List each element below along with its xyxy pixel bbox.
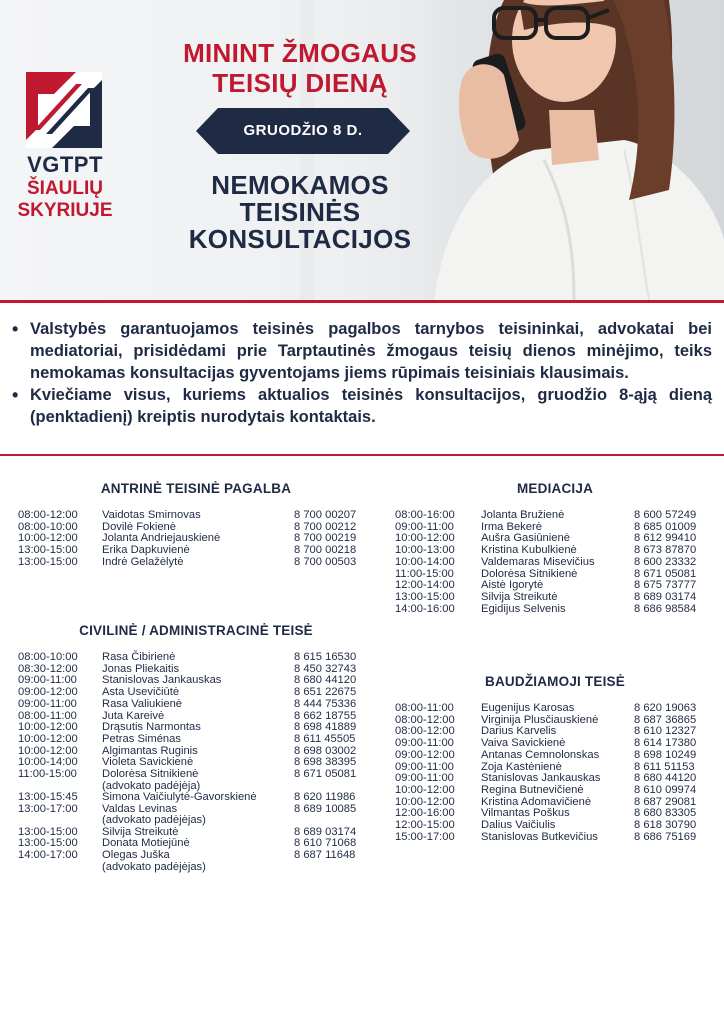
phone-number[interactable]: 8 450 32743	[294, 662, 357, 675]
contact-name: Donata Motiejūnė	[102, 837, 190, 850]
time-slot: 13:00-17:00	[18, 802, 78, 815]
headline-line: MININT ŽMOGAUS	[183, 38, 417, 68]
phone-number[interactable]: 8 614 17380	[634, 737, 697, 750]
contact-list	[395, 703, 715, 843]
time-slot: 08:00-11:00	[395, 702, 454, 714]
phone-number[interactable]: 8 680 83305	[634, 807, 697, 820]
time-slot: 10:00-12:00	[395, 795, 455, 808]
headline	[150, 38, 450, 98]
contact-name: Silvija Streikutė	[481, 590, 558, 603]
contact-row	[18, 769, 374, 781]
subtitle-line: KONSULTACIJOS	[188, 224, 412, 254]
contact-row	[395, 592, 715, 604]
contact-name: Rasa Valiukienė	[102, 697, 183, 710]
subtitle	[150, 172, 450, 253]
contact-name: Egidijus Selvenis	[481, 602, 566, 615]
vgtpt-logo-icon	[26, 72, 102, 148]
contact-name: Silvija Streikutė	[102, 825, 179, 838]
contact-name: Violeta Savickienė	[102, 756, 194, 769]
event-date: GRUODŽIO 8 D.	[243, 122, 363, 139]
phone-number[interactable]: 8 444 75336	[294, 697, 357, 710]
contact-row	[395, 820, 715, 832]
contact-name: Dolorėsa Sitnikienė	[481, 567, 578, 580]
time-slot: 09:00-11:00	[395, 772, 454, 785]
phone-number[interactable]: 8 685 01009	[634, 520, 697, 533]
contact-name: Simona Vaičiulytė-Gavorskienė	[102, 791, 257, 804]
phone-number[interactable]: 8 610 71068	[294, 837, 357, 850]
phone-number[interactable]: 8 698 10249	[634, 748, 697, 761]
contact-name: Valdas Levinas	[102, 802, 178, 815]
phone-number[interactable]: 8 698 38395	[294, 756, 357, 769]
time-slot: 09:00-11:00	[18, 697, 77, 710]
phone-number[interactable]: 8 620 19063	[634, 702, 697, 714]
phone-number[interactable]: 8 689 10085	[294, 802, 357, 815]
time-slot: 13:00-15:00	[18, 837, 78, 850]
time-slot: 10:00-12:00	[18, 744, 78, 757]
contact-row	[18, 699, 374, 711]
contact-name: Jolanta Andriejauskienė	[102, 532, 221, 545]
contact-name: Juta Kareivė	[102, 709, 165, 722]
time-slot: 09:00-11:00	[395, 520, 454, 533]
contact-row	[18, 557, 374, 569]
contact-name: Irma Bekerė	[481, 520, 542, 533]
contact-note	[18, 862, 374, 873]
section-title: MEDIACIJA	[516, 481, 594, 496]
time-slot: 08:00-16:00	[395, 509, 455, 521]
contact-name: Kristina Adomavičienė	[481, 795, 592, 808]
contact-list	[18, 652, 374, 873]
branch-name	[6, 178, 124, 222]
phone-number[interactable]: 8 700 00207	[294, 509, 357, 521]
phone-number[interactable]: 8 651 22675	[294, 686, 357, 699]
contact-name: Stanislovas Jankauskas	[102, 674, 222, 687]
contact-list	[18, 510, 374, 569]
phone-number[interactable]: 8 620 11986	[294, 791, 356, 804]
section-title: CIVILINĖ / ADMINISTRACINĖ TEISĖ	[79, 623, 313, 638]
contact-row	[395, 703, 715, 715]
contact-name: Asta Usevičiūtė	[102, 686, 180, 699]
contact-row	[18, 734, 374, 746]
phone-number[interactable]: 8 671 05081	[634, 567, 697, 580]
phone-number[interactable]: 8 698 03002	[294, 744, 357, 757]
contact-name: (advokato padėjėja)	[102, 779, 201, 792]
subtitle-line: TEISINĖS	[239, 197, 361, 227]
contact-name: Regina Butnevičienė	[481, 783, 584, 796]
contact-row	[18, 510, 374, 522]
phone-number[interactable]: 8 611 51153	[634, 760, 695, 773]
phone-number[interactable]: 8 662 18755	[294, 709, 357, 722]
phone-number	[294, 862, 374, 873]
contact-list	[395, 510, 715, 615]
time-slot: 08:00-12:00	[395, 725, 455, 738]
time-slot: 09:00-11:00	[18, 674, 77, 687]
phone-number[interactable]: 8 687 11648	[294, 849, 356, 862]
contact-name: Eugenijus Karosas	[481, 702, 575, 714]
phone-number[interactable]: 8 618 30790	[634, 819, 697, 832]
contact-name: Vilmantas Poškus	[481, 807, 570, 820]
section-mediacija	[395, 481, 715, 615]
contact-name: Vaiva Savickienė	[481, 737, 566, 750]
contact-name: (advokato padėjėjas)	[102, 814, 206, 827]
phone-number[interactable]: 8 610 09974	[634, 783, 697, 796]
time-slot: 13:00-15:00	[18, 544, 78, 557]
time-slot: 08:00-11:00	[18, 709, 77, 722]
contact-name: Dovilė Fokienė	[102, 520, 176, 533]
phone-number[interactable]: 8 700 00218	[294, 544, 357, 557]
contact-row	[395, 604, 715, 616]
contact-name: Vaidotas Smirnovas	[102, 509, 201, 521]
phone-number[interactable]: 8 687 36865	[634, 713, 697, 726]
time-slot: 09:00-11:00	[395, 760, 454, 773]
header-banner	[0, 0, 724, 300]
phone-number[interactable]: 8 671 05081	[294, 768, 357, 781]
contact-row	[395, 557, 715, 569]
phone-number[interactable]: 8 673 87870	[634, 544, 697, 557]
contact-name: Antanas Cemnolonskas	[481, 748, 600, 761]
contact-name: (advokato padėjėjas)	[102, 860, 206, 873]
time-slot: 10:00-12:00	[395, 783, 455, 796]
time-slot: 14:00-16:00	[395, 602, 455, 615]
time-slot	[18, 862, 102, 873]
phone-number[interactable]: 8 615 16530	[294, 651, 357, 663]
intro-item: • Kviečiame visus, kuriems aktualios teisinės konsultacijos, gruodžio 8-ąją dieną (penktadienį) kreiptis nurodytais kontaktais.	[10, 384, 712, 428]
phone-number[interactable]: 8 611 45505	[294, 732, 356, 745]
time-slot: 10:00-12:00	[18, 532, 78, 545]
contact-name: Stanislovas Butkevičius	[481, 830, 598, 843]
phone-number[interactable]: 8 689 03174	[294, 825, 357, 838]
headline-line: TEISIŲ DIENĄ	[212, 68, 388, 98]
contact-name: Algimantas Ruginis	[102, 744, 198, 757]
woman-on-phone-photo	[424, 0, 724, 300]
phone-number[interactable]: 8 680 44120	[634, 772, 697, 785]
section-antrine	[18, 481, 374, 569]
time-slot: 08:00-12:00	[18, 509, 78, 521]
contact-name: Stanislovas Jankauskas	[481, 772, 601, 785]
phone-number[interactable]: 8 698 41889	[294, 721, 357, 734]
logo-text: VGTPT	[27, 152, 103, 177]
time-slot: 11:00-15:00	[395, 567, 454, 580]
time-slot: 09:00-12:00	[395, 748, 455, 761]
time-slot: 10:00-12:00	[18, 721, 78, 734]
contact-name: Indrė Gelažėlytė	[102, 555, 184, 568]
time-slot: 13:00-15:00	[18, 825, 78, 838]
time-slot: 08:30-12:00	[18, 662, 78, 675]
time-slot: 12:00-14:00	[395, 579, 455, 592]
phone-number[interactable]: 8 686 75169	[634, 830, 697, 843]
contact-row	[18, 652, 374, 664]
time-slot: 13:00-15:00	[395, 590, 455, 603]
section-title: ANTRINĖ TEISINĖ PAGALBA	[100, 481, 292, 496]
section-baudziamoji	[395, 674, 715, 843]
contact-name: Drąsutis Narmontas	[102, 721, 201, 734]
section-civiline	[18, 623, 374, 873]
phone-number[interactable]: 8 612 99410	[634, 532, 697, 545]
phone-number[interactable]: 8 686 98584	[634, 602, 697, 615]
phone-number[interactable]: 8 700 00503	[294, 555, 357, 568]
contact-name: Jonas Pliekaitis	[102, 662, 180, 675]
contact-name: Petras Siménas	[102, 732, 181, 745]
intro-list	[10, 318, 712, 428]
phone-number[interactable]: 8 689 03174	[634, 590, 697, 603]
time-slot: 08:00-10:00	[18, 651, 78, 663]
phone-number[interactable]: 8 680 44120	[294, 674, 357, 687]
time-slot: 15:00-17:00	[395, 830, 455, 843]
contact-name: Erika Dapkuvienė	[102, 544, 190, 557]
contact-name: Dolorėsa Sitnikienė	[102, 768, 199, 781]
contact-name: Aistė Igorytė	[481, 579, 544, 592]
contact-row	[18, 792, 374, 804]
time-slot: 08:00-10:00	[18, 520, 78, 533]
time-slot: 09:00-12:00	[18, 686, 78, 699]
section-title: BAUDŽIAMOJI TEISĖ	[485, 674, 625, 689]
phone-number[interactable]: 8 687 29081	[634, 795, 697, 808]
phone-number[interactable]: 8 600 23332	[634, 555, 697, 568]
time-slot: 11:00-15:00	[18, 768, 77, 781]
contact-row	[395, 785, 715, 797]
contact-name: Zoja Kastėnienė	[481, 760, 562, 773]
contact-row	[395, 750, 715, 762]
contact-row	[395, 510, 715, 522]
time-slot: 08:00-12:00	[395, 713, 455, 726]
time-slot: 10:00-12:00	[18, 732, 78, 745]
divider-line	[0, 454, 724, 456]
contact-name: Jolanta Bružienė	[481, 509, 565, 521]
branch-line: ŠIAULIŲ	[27, 178, 103, 199]
time-slot: 12:00-15:00	[395, 819, 455, 832]
contact-name: Virginija Plusčiauskienė	[481, 713, 599, 726]
time-slot: 10:00-14:00	[395, 555, 455, 568]
contact-name: Aušra Gasiūnienė	[481, 532, 570, 545]
time-slot: 13:00-15:00	[18, 555, 78, 568]
contact-name: Dalius Vaičiulis	[481, 819, 556, 832]
phone-number[interactable]: 8 700 00219	[294, 532, 357, 545]
phone-number[interactable]: 8 675 73777	[634, 579, 697, 592]
time-slot: 10:00-12:00	[395, 532, 455, 545]
phone-number[interactable]: 8 600 57249	[634, 509, 697, 521]
time-slot: 14:00-17:00	[18, 849, 78, 862]
branch-line: SKYRIUJE	[17, 200, 113, 221]
time-slot: 13:00-15:45	[18, 791, 78, 804]
contact-name: Rasa Čibirienė	[102, 651, 176, 663]
divider-line	[0, 300, 724, 303]
time-slot: 12:00-16:00	[395, 807, 455, 820]
time-slot: 10:00-14:00	[18, 756, 78, 769]
phone-number[interactable]: 8 610 12327	[634, 725, 697, 738]
phone-number[interactable]: 8 700 00212	[294, 520, 357, 533]
subtitle-line: NEMOKAMOS	[211, 170, 389, 200]
contact-name: Kristina Kubulkienė	[481, 544, 577, 557]
time-slot: 09:00-11:00	[395, 737, 454, 750]
time-slot: 10:00-13:00	[395, 544, 455, 557]
contact-row	[395, 832, 715, 844]
intro-item: • Valstybės garantuojamos teisinės pagalbos tarnybos teisininkai, advokatai bei mediatoriai, prisidėdami prie Tarptautinės žmogaus teisių dienos minėjimo, teiks nemokamas konsultacijas gyventojams jiems rūpimais teisiniais klausimais.	[10, 318, 712, 384]
contact-name: Valdemaras Misevičius	[481, 555, 595, 568]
contact-name: Olegas Juška	[102, 849, 170, 862]
contact-name: Darius Karvelis	[481, 725, 557, 738]
